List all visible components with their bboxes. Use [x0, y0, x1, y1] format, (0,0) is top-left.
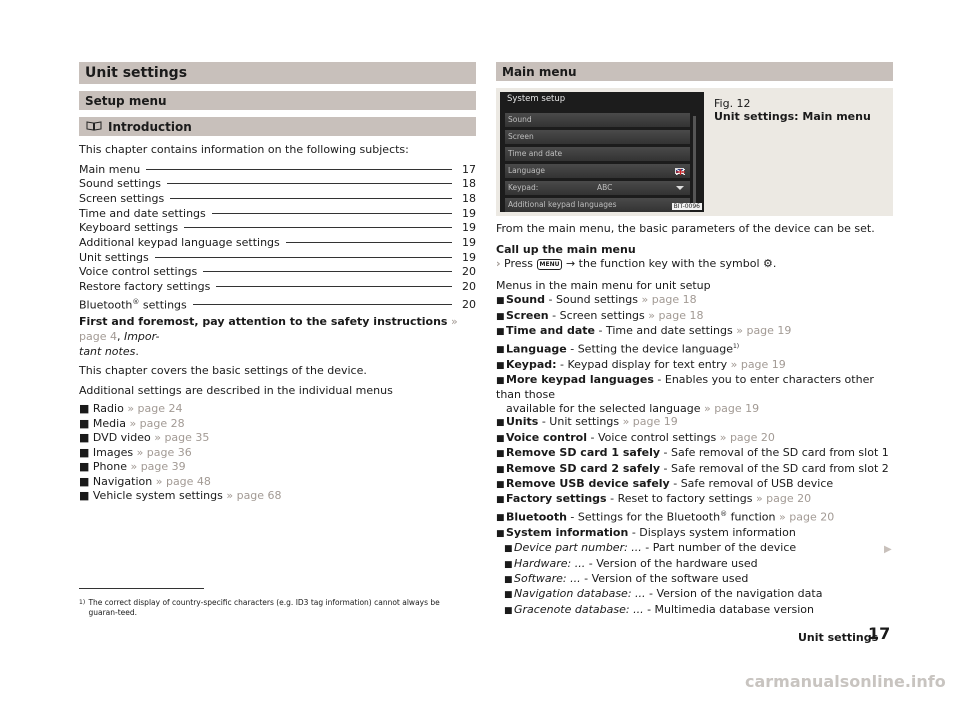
- toc-entry[interactable]: [79, 192, 476, 207]
- system-setup-screen: [500, 92, 704, 212]
- chevron-down-icon: [676, 186, 684, 190]
- toc-entry[interactable]: [79, 295, 476, 310]
- main-menu-items: [496, 293, 893, 618]
- list-item: ■Remove SD card 2 safely - Safe removal of the SD card from slot 2: [496, 461, 889, 475]
- step-marker: ›: [496, 257, 501, 271]
- toc-title: Main menu: [79, 162, 141, 176]
- subsection-title: Setup menu: [85, 93, 167, 108]
- toc-title: Time and date settings: [79, 206, 206, 220]
- toc-leader: [155, 257, 452, 258]
- toc-entry[interactable]: [79, 265, 476, 280]
- page-link[interactable]: » page 19: [703, 401, 760, 415]
- page-link[interactable]: » page 48: [155, 474, 211, 488]
- main-menu-body: [496, 222, 893, 618]
- page-link[interactable]: » page 36: [136, 445, 192, 459]
- sub-list-item: ■Navigation database: ... - Version of the navigation data: [504, 587, 823, 601]
- screen-menu-screen[interactable]: Screen: [505, 130, 690, 144]
- toc-leader: [170, 198, 452, 199]
- list-item: ■Sound - Sound settings » page 18: [496, 293, 697, 307]
- section-title: Unit settings: [85, 65, 188, 81]
- list-item: ■ DVD video » page 35: [79, 431, 210, 445]
- list-item: ■ Images » page 36: [79, 445, 192, 459]
- page-link[interactable]: » page 19: [622, 415, 678, 429]
- scrollbar[interactable]: [693, 116, 696, 206]
- safety-link[interactable]: » page 4: [79, 315, 458, 344]
- left-column: [79, 62, 476, 504]
- screen-title: System setup: [507, 94, 566, 104]
- list-item: ■ Media » page 28: [79, 416, 185, 430]
- toc-page: 19: [462, 236, 476, 250]
- list-item: ■Language - Setting the device language$^{1)}$: [496, 342, 740, 356]
- subsection-title-bar: [79, 91, 476, 110]
- list-item: ■Remove SD card 1 safely - Safe removal of the SD card from slot 1: [496, 446, 889, 460]
- list-item: ■Remove USB device safely - Safe removal of USB device: [496, 476, 834, 490]
- toc-leader: [146, 169, 452, 170]
- figure-caption: [714, 98, 871, 123]
- footer-title: Unit settings: [798, 631, 879, 644]
- toc-page: 17: [462, 162, 476, 176]
- toc-entry[interactable]: [79, 280, 476, 295]
- toc-title: Voice control settings: [79, 265, 198, 279]
- page-link[interactable]: » page 19: [730, 357, 786, 371]
- toc-title: Screen settings: [79, 191, 165, 205]
- list-item: ■Voice control - Voice control settings » page 20: [496, 430, 775, 444]
- main-menu-heading: Main menu: [502, 64, 577, 79]
- safety-note: First and foremost, pay attention to the safety instructions » page 4, Impor- tant notes.: [79, 315, 458, 358]
- list-item: ■Keypad: - Keypad display for text entry » page 19: [496, 357, 786, 371]
- list-item: ■More keypad languages - Enables you to enter characters other than those available for the selected language » page 19: [496, 373, 874, 415]
- screen-menu-keypad[interactable]: Keypad: ABC: [505, 181, 690, 195]
- list-item: ■Time and date - Time and date settings » page 19: [496, 324, 792, 338]
- toc-page: 20: [462, 265, 476, 279]
- toc-entry[interactable]: [79, 221, 476, 236]
- figure-caption-text: Unit settings: Main menu: [714, 109, 871, 123]
- toc-title: Bluetooth® settings: [79, 297, 187, 312]
- toc-leader: [286, 242, 452, 243]
- covers-text: This chapter covers the basic settings of the device.: [79, 364, 367, 378]
- toc-title: Restore factory settings: [79, 280, 211, 294]
- gear-icon: ⚙: [763, 257, 773, 271]
- sub-list-item: ■Device part number: ... - Part number of the device: [504, 541, 797, 555]
- toc-page: 18: [462, 177, 476, 191]
- right-column: [496, 62, 893, 616]
- screen-menu-sound[interactable]: Sound: [505, 113, 690, 127]
- uk-flag-icon: [675, 168, 684, 174]
- call-heading: Call up the main menu: [496, 242, 636, 256]
- intro-lead: This chapter contains information on the following subjects:: [79, 143, 409, 156]
- sub-list-item: ■Hardware: ... - Version of the hardware used: [504, 556, 758, 570]
- call-step: › Press MENU → the function key with the symbol ⚙.: [496, 257, 777, 271]
- toc-entry[interactable]: [79, 236, 476, 251]
- toc-page: 19: [462, 206, 476, 220]
- list-item: ■Bluetooth - Settings for the Bluetooth® function » page 20: [496, 509, 835, 524]
- figure-label: Fig. 12: [714, 97, 751, 110]
- sub-list-item: ■Software: ... - Version of the software used: [504, 572, 749, 585]
- toc-entry[interactable]: [79, 207, 476, 222]
- page-link[interactable]: » page 18: [648, 308, 704, 322]
- page-link[interactable]: » page 20: [755, 492, 812, 506]
- continue-arrow-icon: ▶: [884, 544, 892, 555]
- toc-title: Sound settings: [79, 177, 162, 191]
- menus-list: [79, 402, 476, 504]
- footnote: [79, 598, 469, 618]
- screen-menu-language[interactable]: Language: [505, 164, 690, 178]
- toc-entry[interactable]: [79, 251, 476, 266]
- menu-key-icon[interactable]: MENU: [537, 259, 563, 270]
- toc-page: 19: [462, 221, 476, 235]
- footnote-text: The correct display of country-specific characters (e.g. ID3 tag information) cannot always be guaran-teed.: [88, 598, 440, 617]
- list-item: ■Screen - Screen settings » page 18: [496, 308, 704, 322]
- toc-entry[interactable]: [79, 177, 476, 192]
- screen-menu-time-date[interactable]: Time and date: [505, 147, 690, 161]
- list-item: ■Units - Unit settings » page 19: [496, 415, 678, 429]
- list-intro: Menus in the main menu for unit setup: [496, 278, 711, 292]
- toc-title: Keyboard settings: [79, 221, 179, 235]
- page-link[interactable]: » page 24: [127, 402, 183, 416]
- list-item: ■ Navigation » page 48: [79, 474, 211, 488]
- page-link[interactable]: » page 18: [641, 293, 697, 307]
- list-item: ■ Radio » page 24: [79, 402, 183, 416]
- watermark: carmanualsonline.info: [745, 672, 946, 691]
- toc-leader: [216, 286, 452, 287]
- page-link[interactable]: » page 35: [154, 431, 210, 445]
- list-item: ■ Vehicle system settings » page 68: [79, 489, 282, 503]
- toc-leader: [212, 213, 452, 214]
- page-link[interactable]: » page 19: [736, 324, 792, 338]
- toc-page: 20: [462, 298, 476, 312]
- additional-text: Additional settings are described in the individual menus: [79, 383, 393, 397]
- section-title-bar: [79, 62, 476, 84]
- toc-page: 18: [462, 191, 476, 205]
- toc-entry[interactable]: [79, 163, 476, 178]
- page-link[interactable]: » page 20: [719, 430, 775, 444]
- page-link[interactable]: » page 39: [130, 460, 186, 474]
- footnote-marker: 1): [79, 599, 86, 606]
- footnote-divider: [79, 588, 204, 589]
- toc-page: 20: [462, 280, 476, 294]
- toc-title: Unit settings: [79, 250, 149, 264]
- intro-heading-bar: [79, 117, 476, 136]
- toc-leader: [193, 304, 452, 305]
- toc-list: [79, 163, 476, 310]
- toc-title: Additional keypad language settings: [79, 236, 280, 250]
- toc-page: 19: [462, 250, 476, 264]
- toc-leader: [184, 227, 452, 228]
- screen-menu-additional-keypad[interactable]: Additional keypad languages: [505, 198, 690, 212]
- page-link[interactable]: » page 28: [129, 416, 185, 430]
- keypad-value: ABC: [597, 183, 613, 192]
- list-item: ■System information - Displays system information: [496, 525, 796, 539]
- page-link[interactable]: » page 68: [226, 489, 282, 503]
- page-link[interactable]: » page 20: [779, 510, 835, 524]
- main-menu-intro: From the main menu, the basic parameters of the device can be set.: [496, 222, 875, 235]
- book-icon: [86, 120, 102, 134]
- toc-leader: [203, 271, 452, 272]
- page-number: 17: [868, 624, 891, 643]
- sub-list-item: ■Gracenote database: ... - Multimedia database version: [504, 602, 814, 616]
- toc-leader: [167, 183, 452, 184]
- intro-heading: Introduction: [108, 119, 192, 134]
- list-item: ■ Phone » page 39: [79, 460, 186, 474]
- main-menu-heading-bar: [496, 62, 893, 81]
- list-item: ■Factory settings - Reset to factory settings » page 20: [496, 492, 812, 506]
- figure-12: [496, 88, 893, 216]
- image-id: BIT-0096: [673, 203, 700, 210]
